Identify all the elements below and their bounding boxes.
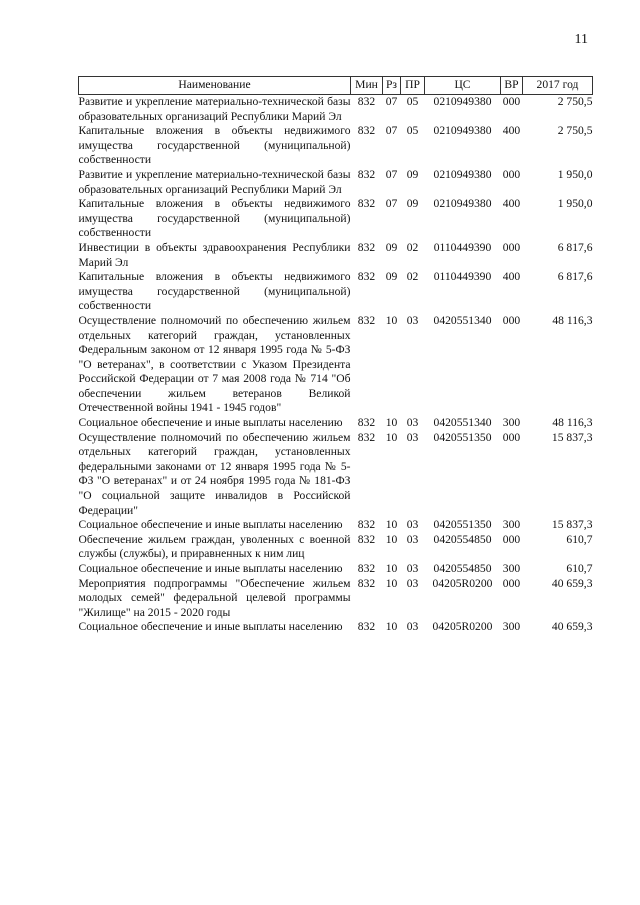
row-name-cell: Развитие и укрепление материально-технической базы образовательных организаций Республики Марий Эл <box>78 167 351 196</box>
row-cs-cell: 0420551340 <box>433 416 492 430</box>
row-amount-cell: 15 837,3 <box>551 430 593 444</box>
row-rz-cell: 09 <box>385 240 398 254</box>
row-rz-cell: 10 <box>385 562 398 575</box>
row-name-cell: Социальное обеспечение и иные выплаты населению <box>78 518 343 532</box>
row-rz-cell: 10 <box>385 430 398 444</box>
table-row <box>79 197 593 241</box>
row-amount-cell: 48 116,3 <box>552 416 593 430</box>
row-min-cell: 832 <box>357 620 376 634</box>
row-pr-cell: 03 <box>406 562 419 575</box>
row-amount-cell: 6 817,6 <box>557 270 593 284</box>
row-name-cell: Социальное обеспечение и иные выплаты населению <box>78 562 343 575</box>
table-row <box>79 95 593 125</box>
table-row <box>79 577 593 621</box>
row-name-cell: Инвестиции в объекты здравоохранения Республики Марий Эл <box>78 240 351 269</box>
row-rz-cell: 07 <box>385 167 398 181</box>
row-vr-cell: 000 <box>502 95 521 108</box>
row-min-cell: 832 <box>357 576 376 590</box>
row-cs-cell: 0210949380 <box>433 197 492 211</box>
row-amount-cell: 40 659,3 <box>551 576 593 590</box>
row-pr-cell: 03 <box>406 313 419 327</box>
row-name-cell: Обеспечение жильем граждан, уволенных с военной службы (службы), и приравненных к ним лиц <box>78 532 351 561</box>
table-row <box>79 314 593 416</box>
row-vr-cell: 400 <box>502 197 521 211</box>
budget-table <box>78 76 593 635</box>
row-vr-cell: 400 <box>502 270 521 284</box>
row-name-cell: Капитальные вложения в объекты недвижимого имущества государственной (муниципальной) собственности <box>78 124 351 167</box>
table-row <box>79 270 593 314</box>
row-min-cell: 832 <box>357 416 376 430</box>
row-amount-cell: 610,7 <box>566 532 593 546</box>
row-rz-cell: 09 <box>385 270 398 284</box>
row-name-cell: Социальное обеспечение и иные выплаты населению <box>78 416 343 430</box>
row-cs-cell: 0420554850 <box>433 562 492 575</box>
row-vr-cell: 300 <box>502 620 521 634</box>
row-pr-cell: 03 <box>406 518 419 532</box>
table-header-row <box>79 77 593 95</box>
row-rz-cell: 07 <box>385 124 398 138</box>
row-name-cell: Мероприятия подпрограммы "Обеспечение жильем молодых семей" федеральной целевой программы "Жилище" на 2015 - 2020 годы <box>78 576 351 619</box>
table-row <box>79 416 593 431</box>
row-pr-cell: 02 <box>406 240 419 254</box>
row-name-cell: Развитие и укрепление материально-технической базы образовательных организаций Республики Марий Эл <box>78 95 351 123</box>
row-cs-cell: 0420551350 <box>433 518 492 532</box>
row-cs-cell: 0420551340 <box>433 313 492 327</box>
row-amount-cell: 6 817,6 <box>557 240 593 254</box>
row-cs-cell: 0210949380 <box>433 167 492 181</box>
row-pr-cell: 09 <box>406 197 419 211</box>
row-pr-cell: 03 <box>406 532 419 546</box>
row-cs-cell: 0110449390 <box>433 270 492 284</box>
row-name-cell: Осуществление полномочий по обеспечению жильем отдельных категорий граждан, установленных Федеральным законом от 12 января 1995 года № 5-ФЗ "О ветеранах", в соответствии с Указом Президента Российской Федерации от 7 мая 2008 года № 714 "Об обеспечении жильем ветеранов Великой Отечественной войны 1941 - 1945 годов" <box>78 313 351 415</box>
table-row <box>79 431 593 519</box>
row-cs-cell: 0110449390 <box>433 240 492 254</box>
table-row <box>79 124 593 168</box>
row-pr-cell: 09 <box>406 167 419 181</box>
row-amount-cell: 40 659,3 <box>551 620 593 634</box>
row-cs-cell: 0420551350 <box>433 430 492 444</box>
row-min-cell: 832 <box>357 430 376 444</box>
row-rz-cell: 10 <box>385 576 398 590</box>
row-cs-cell: 04205R0200 <box>432 620 493 634</box>
row-vr-cell: 000 <box>502 532 521 546</box>
row-rz-cell: 10 <box>385 532 398 546</box>
row-vr-cell: 300 <box>502 562 521 575</box>
header-rz: Рз <box>383 77 401 95</box>
row-vr-cell: 000 <box>502 240 521 254</box>
table-row <box>79 562 593 577</box>
row-vr-cell: 000 <box>502 313 521 327</box>
row-cs-cell: 0420554850 <box>433 532 492 546</box>
row-rz-cell: 07 <box>385 95 398 108</box>
row-min-cell: 832 <box>357 518 376 532</box>
row-min-cell: 832 <box>357 562 376 575</box>
row-min-cell: 832 <box>357 313 376 327</box>
row-cs-cell: 04205R0200 <box>432 576 493 590</box>
row-vr-cell: 000 <box>502 576 521 590</box>
row-rz-cell: 07 <box>385 197 398 211</box>
row-vr-cell: 300 <box>502 416 521 430</box>
row-rz-cell: 10 <box>385 620 398 634</box>
row-name-cell: Капитальные вложения в объекты недвижимого имущества государственной (муниципальной) собственности <box>78 270 351 313</box>
row-vr-cell: 300 <box>502 518 521 532</box>
row-amount-cell: 1 950,0 <box>557 197 593 211</box>
row-pr-cell: 03 <box>406 416 419 430</box>
row-cs-cell: 0210949380 <box>433 124 492 138</box>
row-name-cell: Капитальные вложения в объекты недвижимого имущества государственной (муниципальной) собственности <box>78 197 351 240</box>
row-rz-cell: 10 <box>385 518 398 532</box>
table-row <box>79 533 593 562</box>
row-min-cell: 832 <box>357 167 376 181</box>
header-name: Наименование <box>79 77 351 95</box>
row-cs-cell: 0210949380 <box>433 95 492 108</box>
row-amount-cell: 15 837,3 <box>551 518 593 532</box>
row-vr-cell: 000 <box>502 167 521 181</box>
row-name-cell: Осуществление полномочий по обеспечению жильем отдельных категорий граждан, установленных федеральными законами от 12 января 1995 года № 5-ФЗ "О ветеранах" и от 24 ноября 1995 года № 181-ФЗ "О социальной защите инвалидов в Российской Федерации" <box>78 430 351 517</box>
row-min-cell: 832 <box>357 197 376 211</box>
row-min-cell: 832 <box>357 95 376 108</box>
row-rz-cell: 10 <box>385 416 398 430</box>
row-amount-cell: 1 950,0 <box>557 167 593 181</box>
row-pr-cell: 03 <box>406 576 419 590</box>
row-amount-cell: 48 116,3 <box>552 313 593 327</box>
row-min-cell: 832 <box>357 270 376 284</box>
row-amount-cell: 2 750,5 <box>557 95 593 108</box>
table-row <box>79 518 593 533</box>
row-vr-cell: 400 <box>502 124 521 138</box>
table-row <box>79 620 593 635</box>
row-pr-cell: 03 <box>406 430 419 444</box>
row-min-cell: 832 <box>357 124 376 138</box>
row-rz-cell: 10 <box>385 313 398 327</box>
row-pr-cell: 02 <box>406 270 419 284</box>
row-amount-cell: 2 750,5 <box>557 124 593 138</box>
header-min: Мин <box>351 77 383 95</box>
row-pr-cell: 03 <box>406 620 419 634</box>
header-cs: ЦС <box>425 77 501 95</box>
row-min-cell: 832 <box>357 240 376 254</box>
row-min-cell: 832 <box>357 532 376 546</box>
table-row <box>79 168 593 197</box>
header-vr: ВР <box>501 77 523 95</box>
page-number: 11 <box>574 32 588 47</box>
table-body <box>79 95 593 635</box>
row-pr-cell: 05 <box>406 95 419 108</box>
row-pr-cell: 05 <box>406 124 419 138</box>
row-amount-cell: 610,7 <box>566 562 593 575</box>
row-vr-cell: 000 <box>502 430 521 444</box>
table-row <box>79 241 593 270</box>
header-amount: 2017 год <box>523 77 593 95</box>
row-name-cell: Социальное обеспечение и иные выплаты населению <box>78 620 343 634</box>
header-pr: ПР <box>401 77 425 95</box>
